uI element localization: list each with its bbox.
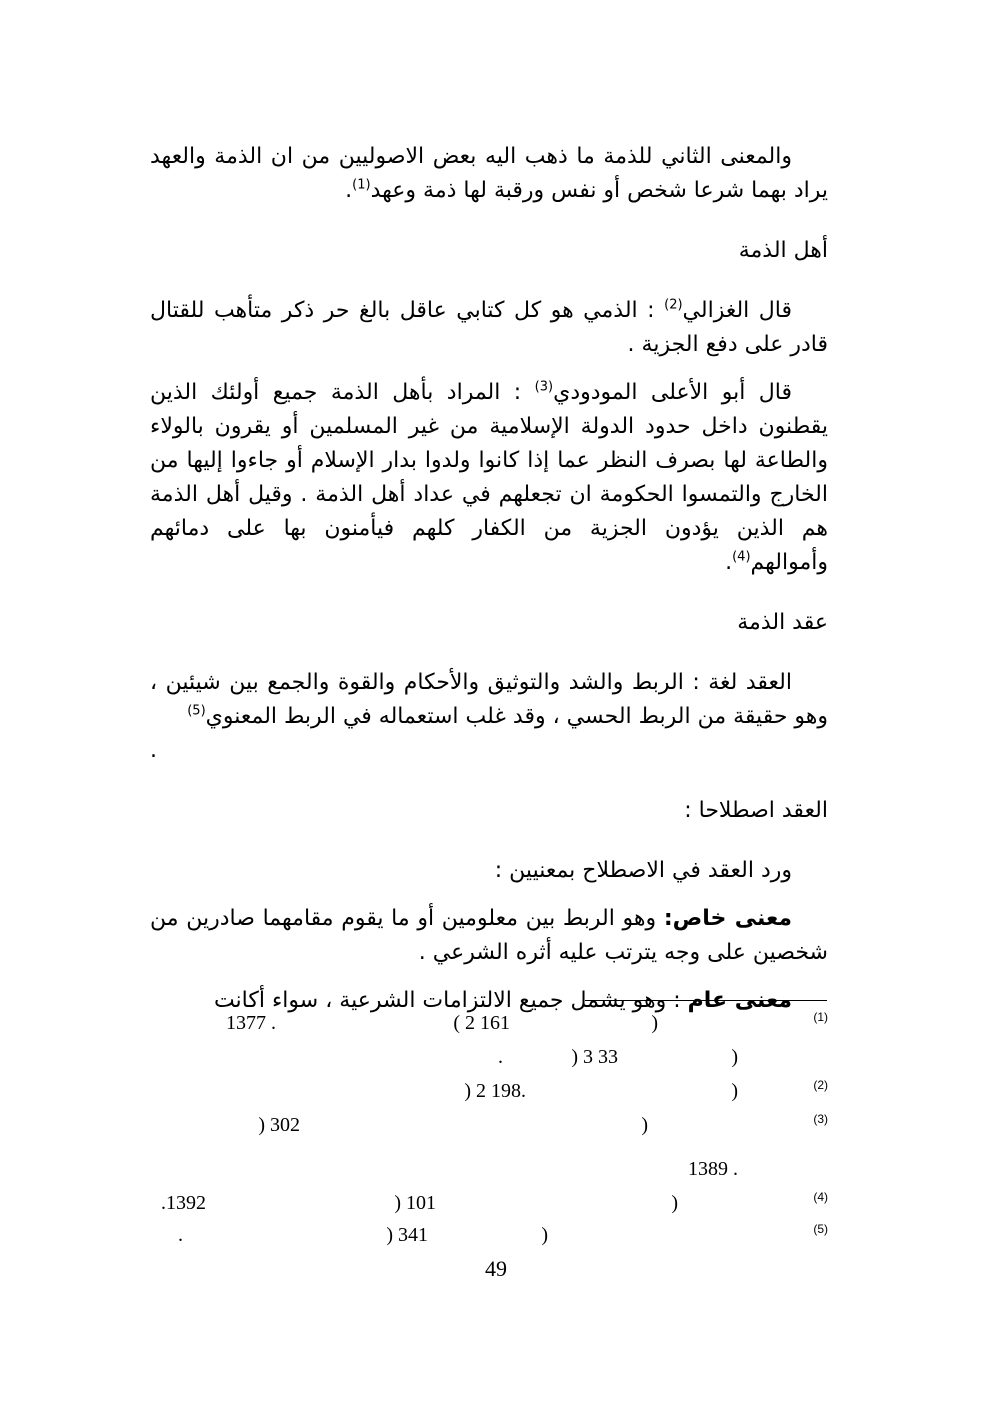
heading-ahl-al-dhimma: أهل الذمة bbox=[738, 238, 828, 263]
paragraph-4 bbox=[150, 666, 828, 734]
paragraph-6-text: وهو الربط بين معلومين أو ما يقوم مقامهما صادرين من شخصين على وجه يترتب عليه أثره الشرعي . bbox=[150, 906, 828, 965]
footnote-4-part-c: .1392 bbox=[161, 1192, 206, 1214]
footnote-ref-4[interactable]: (4) bbox=[732, 549, 751, 565]
paragraph-1-end: . bbox=[345, 178, 353, 203]
footnote-divider bbox=[585, 1000, 827, 1001]
footnote-1-line-2-part-a: ) bbox=[731, 1046, 738, 1068]
footnote-5 bbox=[150, 1218, 828, 1252]
footnote-3-part-a: ) bbox=[641, 1114, 648, 1136]
footnote-3-number: (3) bbox=[813, 1112, 828, 1126]
footnote-4-number: (4) bbox=[813, 1190, 828, 1204]
footnote-1-line-2 bbox=[150, 1040, 828, 1074]
paragraph-1 bbox=[150, 140, 828, 208]
footnote-3-part-b: ) 302 bbox=[258, 1114, 300, 1136]
footnote-1-line-2-part-b: ) 3 33 bbox=[571, 1046, 618, 1068]
paragraph-1-text: والمعنى الثاني للذمة ما ذهب اليه بعض الاصوليين من ان الذمة والعهد يراد بهما شرعا شخص أو نفس ورقبة لها ذمة وعهد bbox=[150, 144, 828, 203]
footnote-ref-1[interactable]: (1) bbox=[352, 177, 371, 193]
footnote-ref-5[interactable]: (5) bbox=[187, 703, 206, 719]
paragraph-7-bold: معنى عام bbox=[687, 988, 792, 1013]
footnote-3-line-1 bbox=[150, 1108, 828, 1142]
paragraph-6-bold: معنى خاص: bbox=[663, 906, 792, 931]
footnote-5-number: (5) bbox=[813, 1222, 828, 1236]
footnote-5-part-a: ) bbox=[541, 1224, 548, 1246]
footnote-1-line-2-part-c: . bbox=[498, 1046, 503, 1068]
footnote-5-part-c: . bbox=[178, 1224, 183, 1246]
paragraph-3-end: . bbox=[725, 550, 733, 575]
footnotes bbox=[150, 1006, 828, 1246]
footnote-4-part-b: ) 101 bbox=[394, 1192, 436, 1214]
paragraph-3-text-b: : المراد بأهل الذمة جميع أولئك الذين يقطنون داخل حدود الدولة الإسلامية من غير المسلمين أو يقرون بالولاء والطاعة لها بصرف النظر عما إذا كانوا ولدوا بدار الإسلام أو جاءوا إليها من الخارج والتمسوا الحكومة ان تجعلهم في عداد أهل الذمة . وقيل أهل الذمة هم الذين يؤدون الجزية من الكفار كلهم فيأمنون بها على دمائهم وأموالهم bbox=[150, 380, 828, 575]
footnote-1-part-a: ) bbox=[651, 1012, 658, 1034]
heading-aqd-istilahan: العقد اصطلاحا : bbox=[684, 798, 828, 823]
footnote-4-part-a: ) bbox=[671, 1192, 678, 1214]
footnote-3-line-2-text: 1389 . bbox=[688, 1158, 738, 1180]
body-text bbox=[150, 140, 828, 1018]
paragraph-4-text: العقد لغة : الربط والشد والتوثيق والأحكام والقوة والجمع بين شيئين ، وهو حقيقة من الربط الحسي ، وقد غلب استعماله في الربط المعنوي bbox=[150, 670, 828, 729]
footnote-4 bbox=[150, 1186, 828, 1220]
paragraph-3-text-a: قال أبو الأعلى المودودي bbox=[553, 380, 792, 405]
paragraph-3 bbox=[150, 376, 828, 580]
footnote-1-part-b: ( 2 161 bbox=[453, 1012, 510, 1034]
paragraph-4-end: . bbox=[150, 738, 157, 763]
footnote-ref-3[interactable]: (3) bbox=[534, 379, 554, 395]
footnote-1-part-c: 1377 . bbox=[226, 1012, 276, 1034]
footnote-2-part-a: ) bbox=[731, 1080, 738, 1102]
paragraph-7-text: : وهو يشمل جميع الالتزامات الشرعية ، سواء أكانت bbox=[213, 988, 688, 1013]
paragraph-2-text-a: قال الغزالي bbox=[682, 298, 792, 323]
paragraph-6 bbox=[150, 902, 828, 970]
footnote-1-number: (1) bbox=[813, 1010, 828, 1024]
heading-aqd-al-dhimma: عقد الذمة bbox=[737, 610, 828, 635]
footnote-3-line-2 bbox=[150, 1152, 828, 1186]
footnote-5-part-b: ) 341 bbox=[386, 1224, 428, 1246]
page-number: 49 bbox=[485, 1256, 507, 1281]
footnote-1-line-1 bbox=[150, 1006, 828, 1040]
footnote-ref-2[interactable]: (2) bbox=[664, 297, 683, 313]
paragraph-5: ورد العقد في الاصطلاح بمعنيين : bbox=[494, 858, 792, 883]
footnote-2 bbox=[150, 1074, 828, 1108]
paragraph-2 bbox=[150, 294, 828, 362]
paragraph-2-text-b: : الذمي هو كل كتابي عاقل بالغ حر ذكر متأهب للقتال قادر على دفع الجزية . bbox=[150, 298, 828, 357]
footnote-2-part-b: ) 2 198. bbox=[464, 1080, 526, 1102]
footnote-2-number: (2) bbox=[813, 1078, 828, 1092]
